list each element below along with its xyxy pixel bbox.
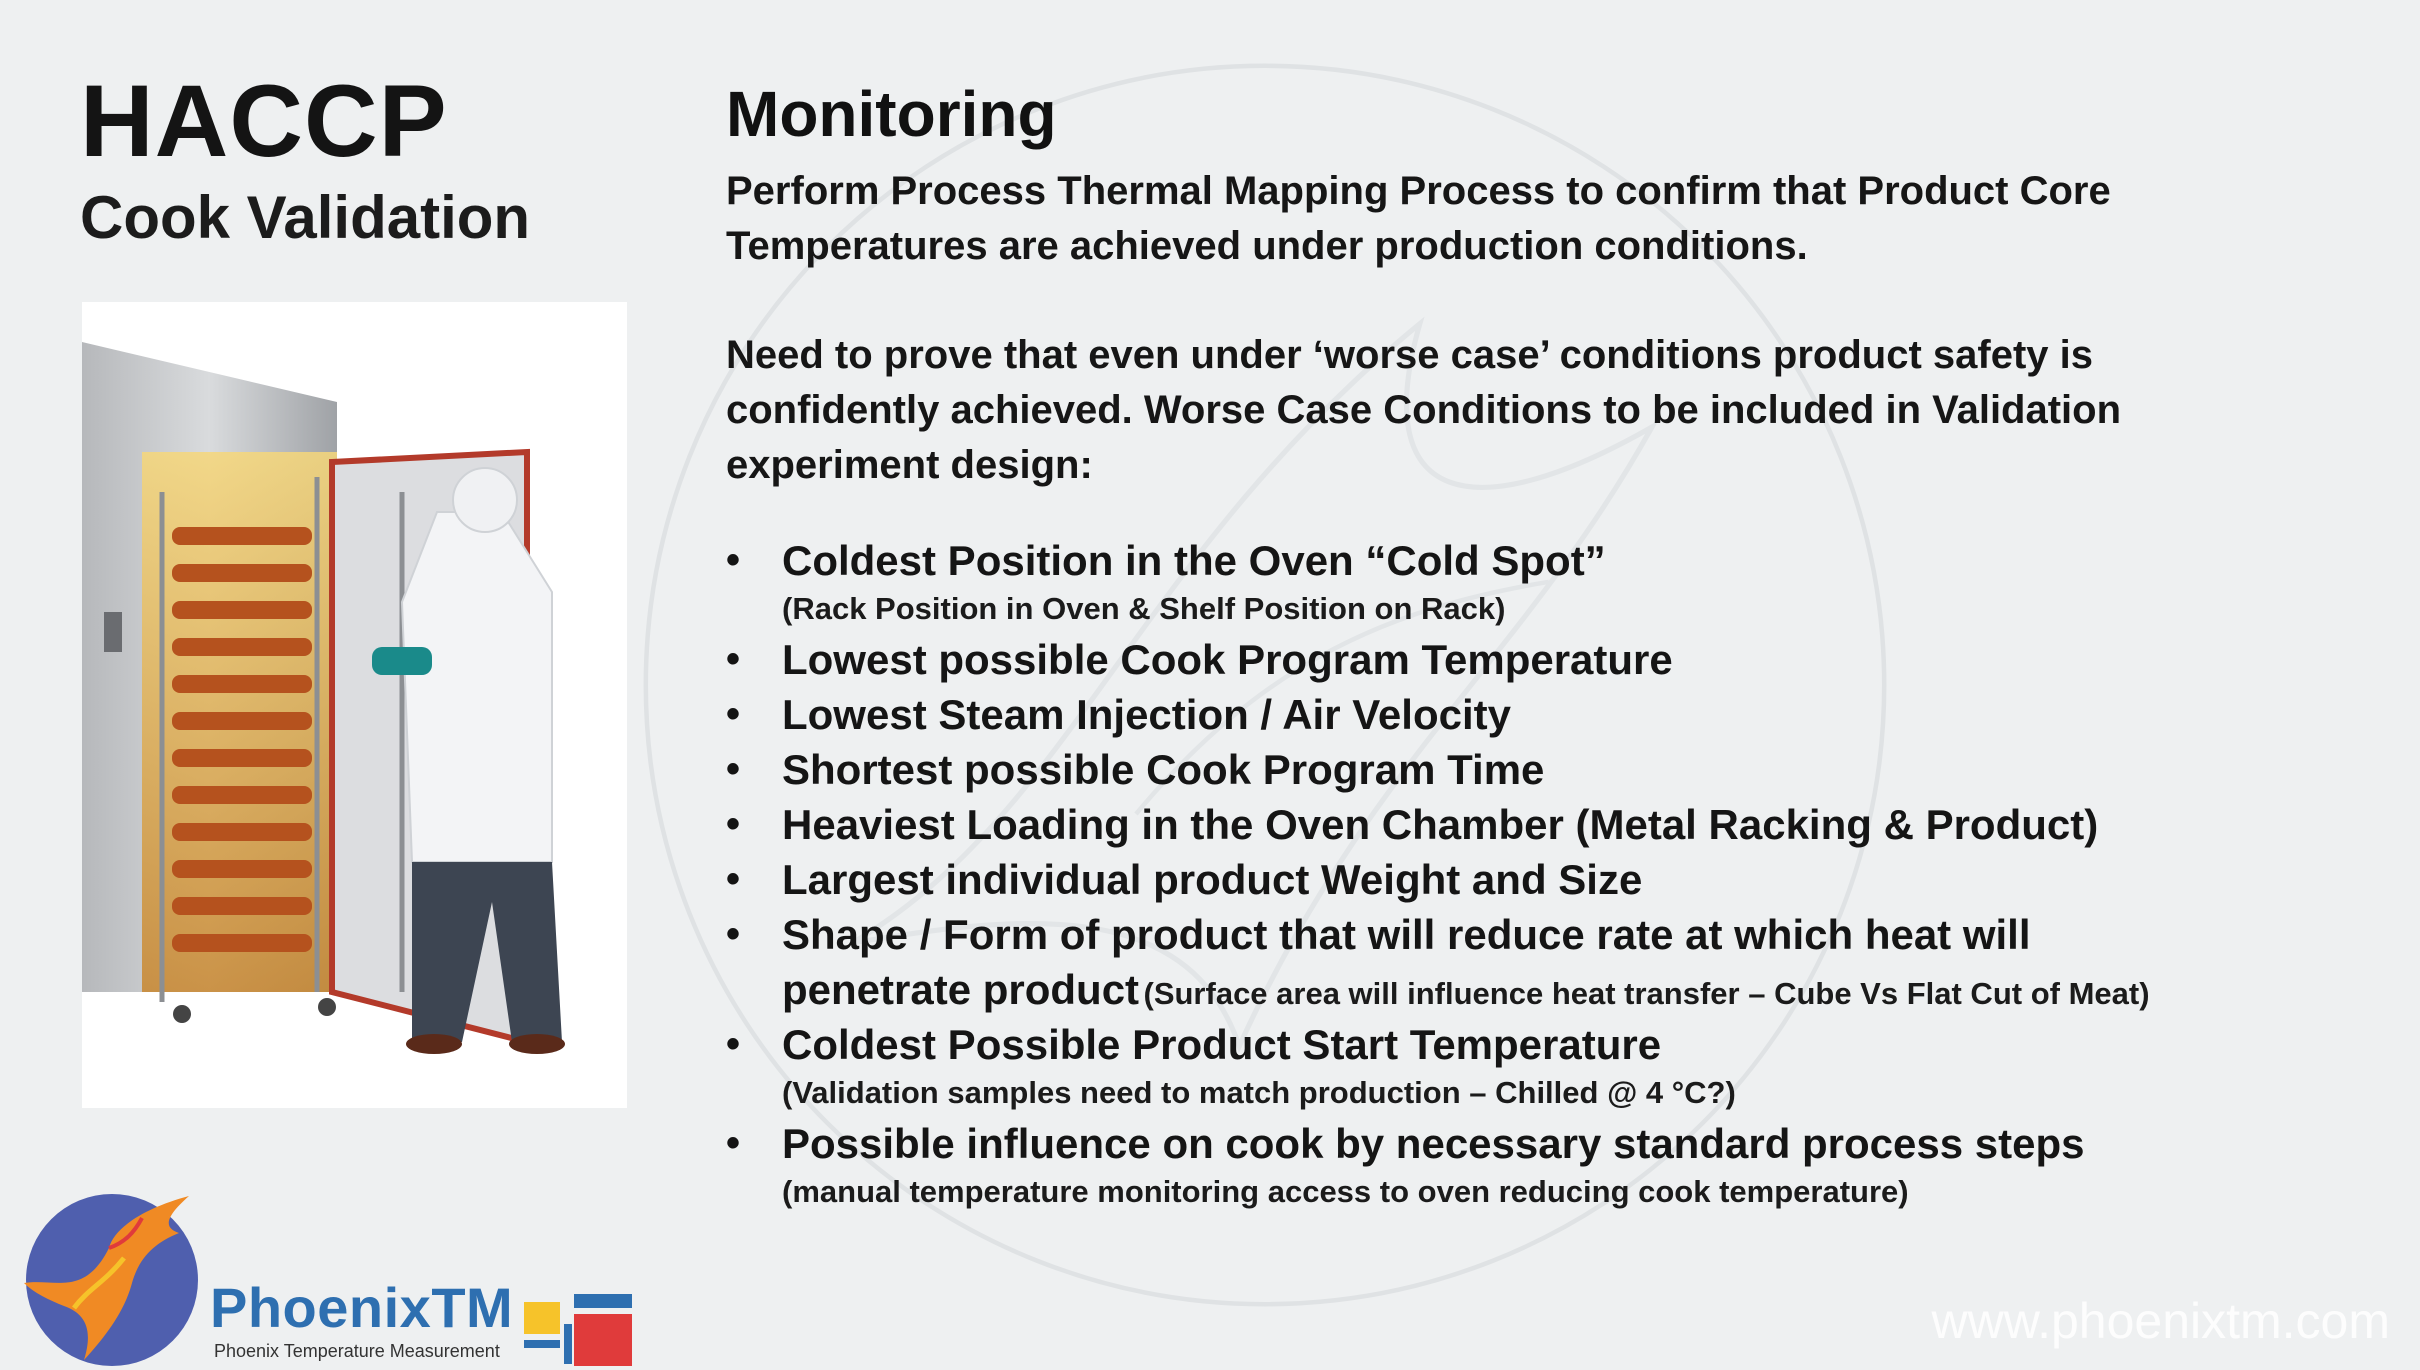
list-item-text: Lowest Steam Injection / Air Velocity (782, 691, 1511, 738)
bullet-icon: • (726, 637, 741, 681)
list-item (726, 1116, 2206, 1213)
slide-title: HACCP (80, 64, 448, 178)
intro-paragraph: Perform Process Thermal Mapping Process to confirm that Product Core Temperatures are achieved under production conditions. (726, 169, 2111, 268)
list-item-text: Coldest Position in the Oven “Cold Spot” (782, 537, 1606, 584)
slide-subtitle: Cook Validation (80, 184, 531, 251)
list-item (726, 687, 2206, 742)
list-item-note: (manual temperature monitoring access to oven reducing cook temperature) (782, 1174, 1909, 1209)
bullet-icon: • (726, 1121, 741, 1165)
logo-squares-icon (524, 1294, 634, 1368)
oven-rack-photo (82, 302, 627, 1108)
worst-case-list (726, 533, 2206, 1213)
worst-case-paragraph: Need to prove that even under ‘worse case’ conditions product safety is confidently achieved. Worse Case Conditions to be included in Validation experiment design: (726, 333, 2122, 487)
list-item-text: Lowest possible Cook Program Temperature (782, 636, 1673, 683)
list-item (726, 632, 2206, 687)
bullet-icon: • (726, 692, 741, 736)
bullet-icon: • (726, 747, 741, 791)
list-item (726, 533, 2206, 630)
list-item (726, 852, 2206, 907)
logo-tagline: Phoenix Temperature Measurement (214, 1341, 500, 1361)
list-item (726, 907, 2206, 1017)
phoenix-bird-icon (14, 1188, 204, 1368)
list-item-note: (Surface area will influence heat transfer – Cube Vs Flat Cut of Meat) (1143, 976, 2150, 1011)
website-link[interactable]: www.phoenixtm.com (1931, 1293, 2390, 1349)
bullet-icon: • (726, 857, 741, 901)
list-item-text: Possible influence on cook by necessary standard process steps (782, 1120, 2085, 1167)
bullet-icon: • (726, 912, 741, 956)
bullet-icon: • (726, 538, 741, 582)
logo-name: PhoenixTM (210, 1276, 514, 1339)
list-item-note: (Rack Position in Oven & Shelf Position on Rack) (782, 591, 1506, 626)
content-area (726, 78, 2206, 1215)
list-item-note: (Validation samples need to match production – Chilled @ 4 °C?) (782, 1075, 1736, 1110)
list-item (726, 1017, 2206, 1114)
section-heading: Monitoring (726, 78, 1057, 150)
list-item-text: Largest individual product Weight and Size (782, 856, 1643, 903)
list-item-text: Shape / Form of product that will reduce rate at which heat will penetrate product (782, 911, 2031, 1013)
list-item (726, 797, 2206, 852)
bullet-icon: • (726, 802, 741, 846)
list-item-text: Coldest Possible Product Start Temperature (782, 1021, 1662, 1068)
bullet-icon: • (726, 1022, 741, 1066)
list-item-text: Shortest possible Cook Program Time (782, 746, 1545, 793)
list-item-text: Heaviest Loading in the Oven Chamber (Metal Racking & Product) (782, 801, 2099, 848)
list-item (726, 742, 2206, 797)
company-logo (14, 1188, 654, 1368)
